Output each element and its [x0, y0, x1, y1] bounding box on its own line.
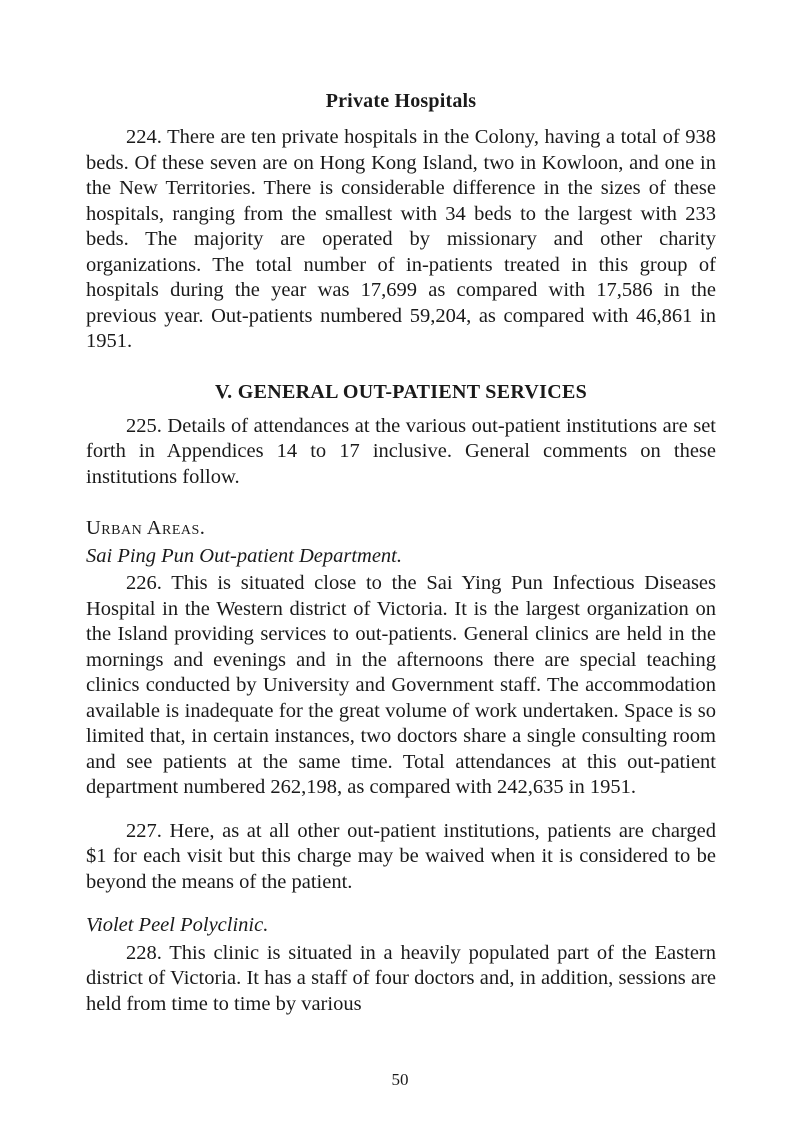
paragraph-226: 226. This is situated close to the Sai Ying Pun Infectious Diseases Hospital in the Western district of Victoria. It is the largest organization on the Island providing services to out-patients. General clinics are held in the mornings and evenings and in the afternoons there are special teaching clinics conducted by University and Government staff. The accommodation available is inadequate for the great volume of work undertaken. Space is so limited that, in certain instances, two doctors share a single consulting room and see patients at the same time. Total attendances at this out-patient department numbered 262,198, as compared with 242,635 in 1951. — [86, 572, 716, 798]
subheading-sai-ying-pun: Sai Ping Pun Out-patient Department. — [86, 544, 402, 567]
section-heading: V. GENERAL OUT-PATIENT SERVICES — [214, 380, 588, 403]
paragraph-228: 228. This clinic is situated in a heavily populated part of the Eastern district of Victoria. It has a staff of four doctors and, in addition, sessions are held from time to time by various — [86, 941, 716, 1015]
paragraph-227: 227. Here, as at all other out-patient institutions, patients are charged $1 for each visit but this charge may be waived when it is considered to be beyond the means of the patient. — [86, 819, 716, 893]
page-title: Private Hospitals — [325, 90, 477, 112]
subheading-violet-peel: Violet Peel Polyclinic. — [86, 914, 269, 936]
page-number: 50 — [391, 1070, 409, 1089]
paragraph-225: 225. Details of attendances at the various out-patient institutions are set forth in Appendices 14 to 17 inclusive. General comments on these institutions follow. — [86, 414, 716, 488]
paragraph-224: 224. There are ten private hospitals in the Colony, having a total of 938 beds. Of these seven are on Hong Kong Island, two in Kowloon, and one in the New Territories. There is considerable difference in the sizes of these hospitals, ranging from the smallest with 34 beds to the largest with 233 beds. The majority are operated by missionary and other charity organizations. The total number of in-patients treated in this group of hospitals during the year was 17,699 as compared with 17,586 in the previous year. Out-patients numbered 59,204, as compared with 46,861 in 1951. — [86, 126, 716, 352]
subheading-urban-areas: Urban Areas. — [86, 517, 206, 539]
